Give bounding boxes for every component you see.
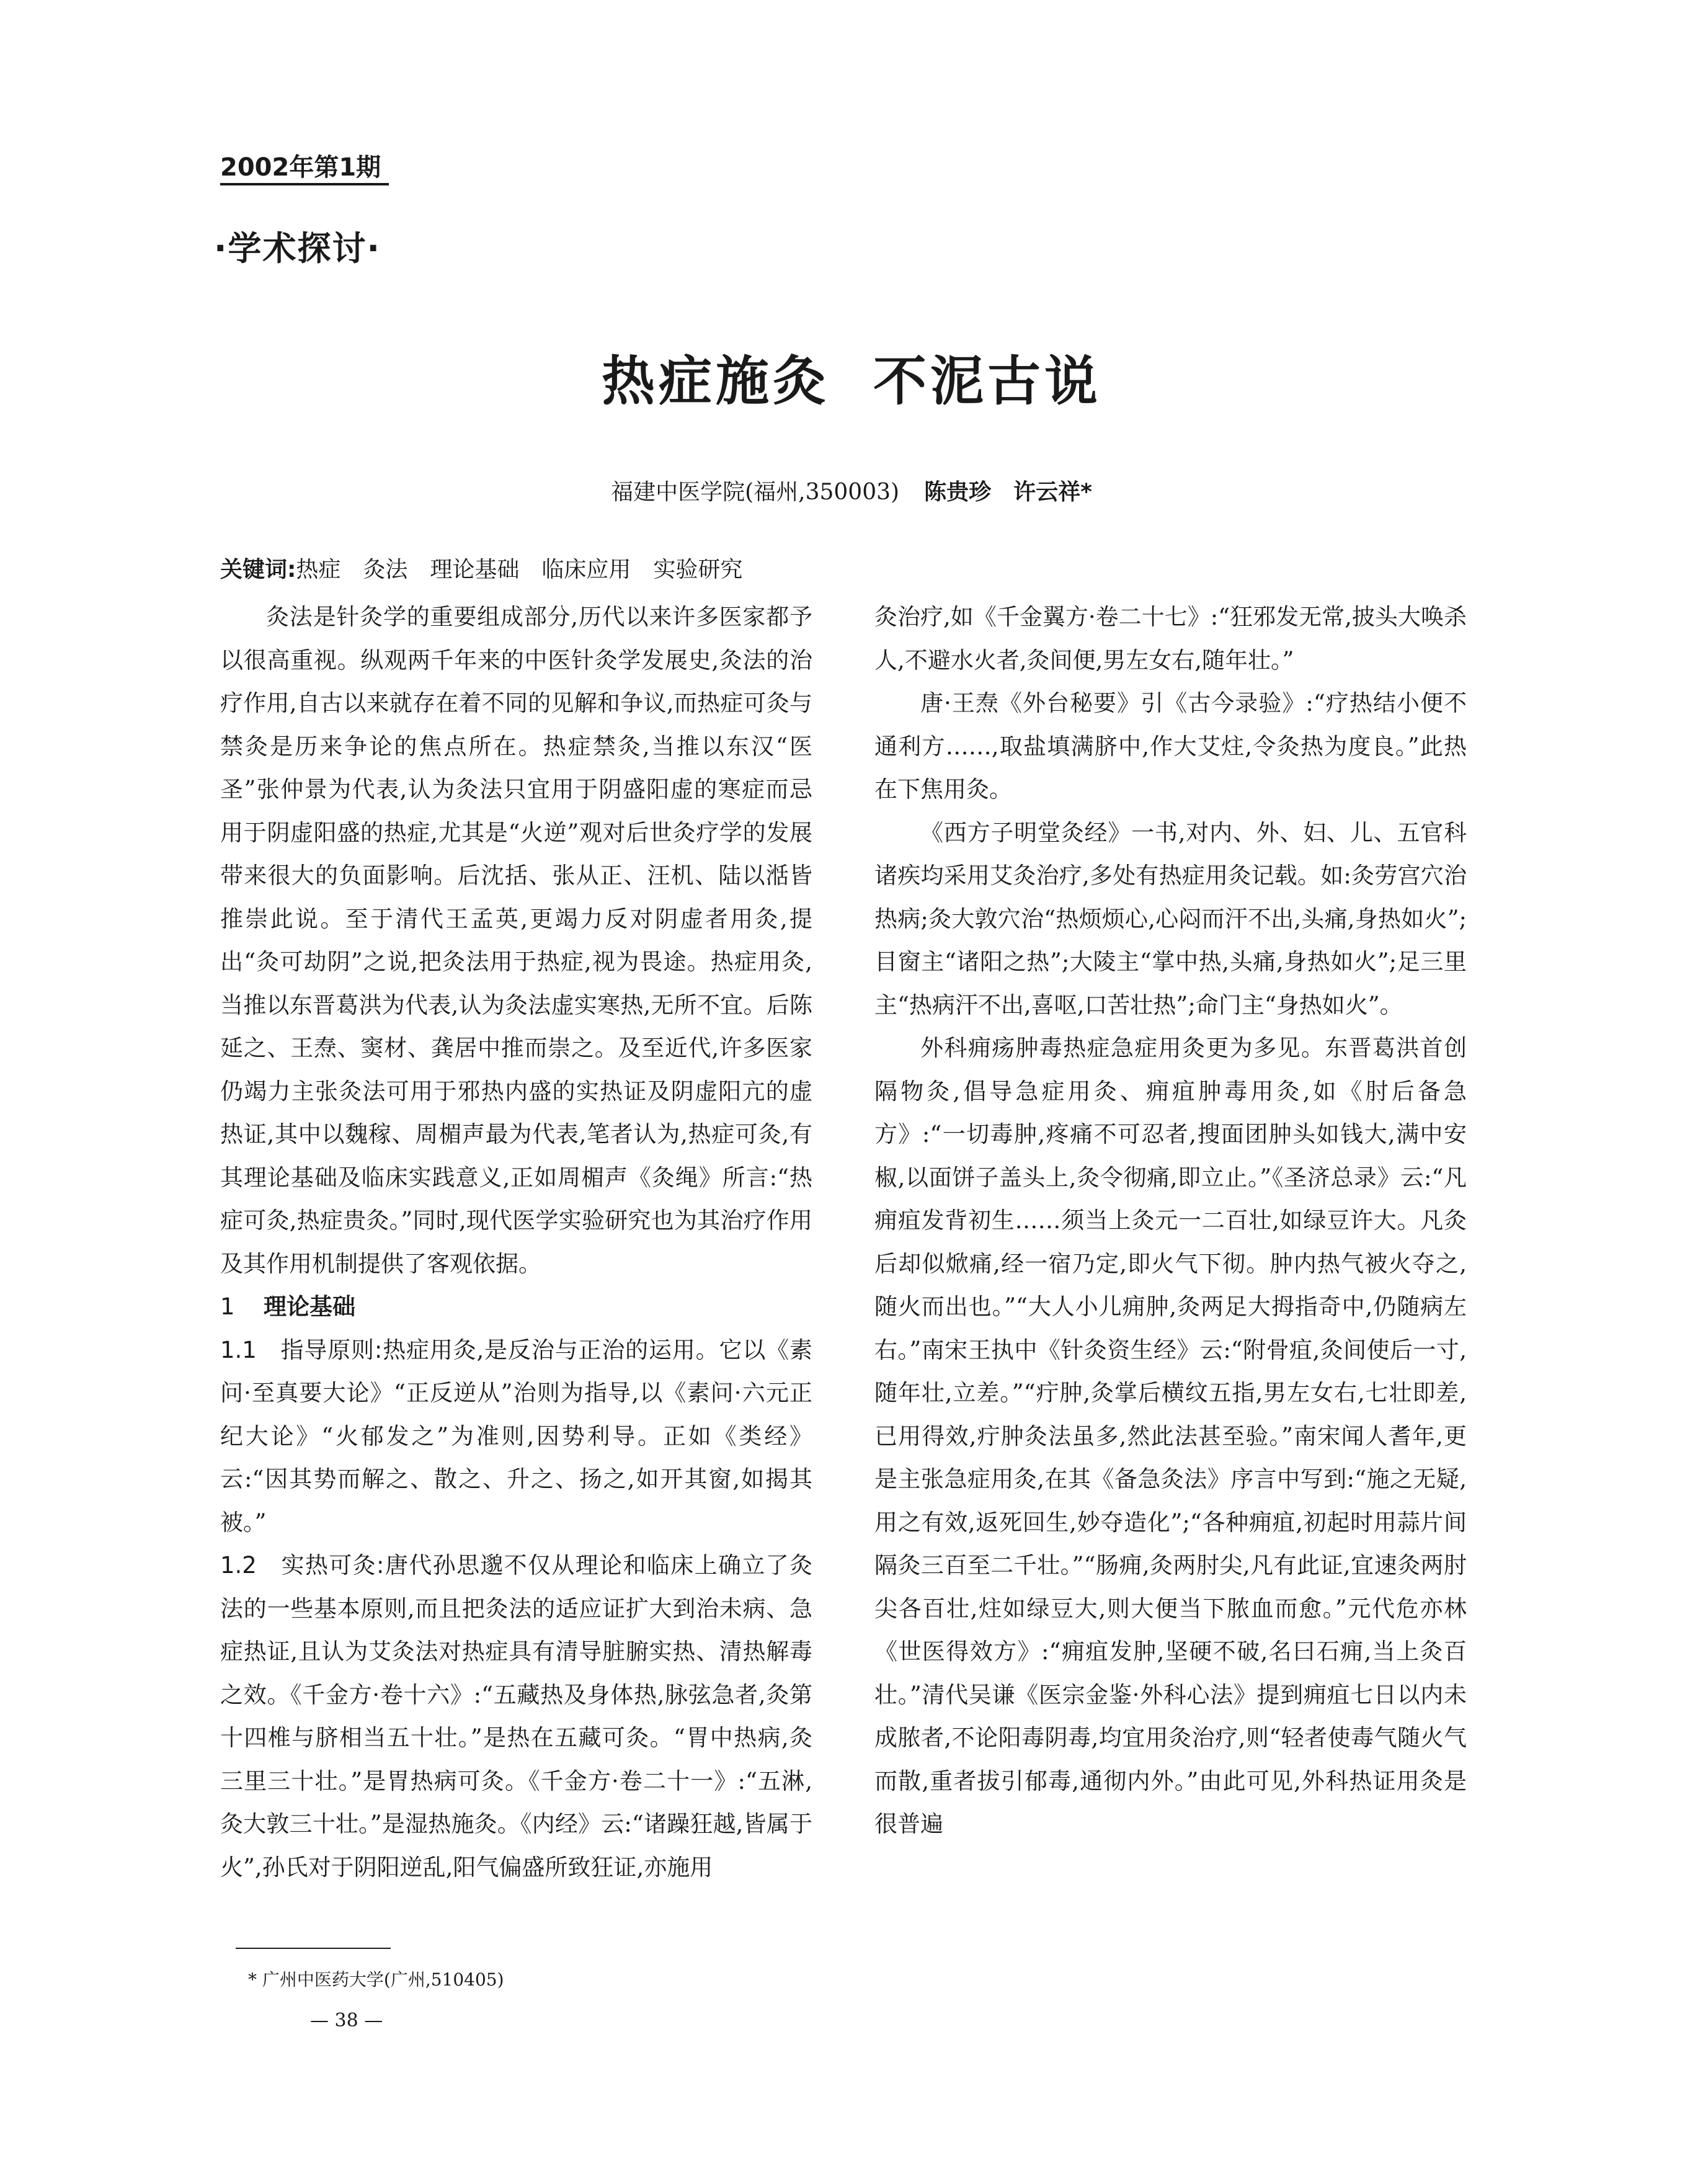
keywords-label: 关键词: [220, 557, 296, 582]
section-heading-1 [220, 1285, 812, 1329]
subsection-1-1 [220, 1329, 812, 1544]
byline [0, 475, 1703, 506]
footnote: * 广州中医药大学(广州,510405) [248, 1969, 504, 1990]
authors: 陈贵珍 许云祥* [924, 479, 1092, 505]
issue-underline [220, 183, 389, 185]
paragraph: 灸法是针灸学的重要组成部分,历代以来许多医家都予以很高重视。纵观两千年来的中医针灸学发展史,灸法的治疗作用,自古以来就存在着不同的见解和争议,而热症可灸与禁灸是历来争论的焦点所在。热症禁灸,当推以东汉“医圣”张仲景为代表,认为灸法只宜用于阴盛阳虚的寒症而忌用于阴虚阳盛的热症,尤其是“火逆”观对后世灸疗学的发展带来很大的负面影响。后沈括、张从正、汪机、陆以湉皆推崇此说。至于清代王孟英,更竭力反对阴虚者用灸,提出“灸可劫阴”之说,把灸法用于热症,视为畏途。热症用灸,当推以东晋葛洪为代表,认为灸法虚实寒热,无所不宜。后陈延之、王焘、窦材、龚居中推而崇之。及至近代,许多医家仍竭力主张灸法可用于邪热内盛的实热证及阴虚阳亢的虚热证,其中以魏稼、周楣声最为代表,笔者认为,热症可灸,有其理论基础及临床实践意义,正如周楣声《灸绳》所言:“热症可灸,热症贵灸。”同时,现代医学实验研究也为其治疗作用及其作用机制提供了客观依据。 [220, 604, 812, 1277]
page-number: — 38 — [310, 2010, 383, 2031]
paragraph: 灸治疗,如《千金翼方·卷二十七》:“狂邪发无常,披头大唤杀人,不避水火者,灸间便,男左女右,随年壮。” [874, 604, 1467, 674]
paragraph: 唐·王焘《外台秘要》引《古今录验》:“疗热结小便不通利方……,取盐填满脐中,作大艾炷,令灸热为度良。”此热在下焦用灸。 [874, 690, 1467, 803]
keywords-list: 热症 灸法 理论基础 临床应用 实验研究 [296, 557, 743, 582]
issue-label: 2002年第1期 [220, 153, 381, 182]
subsection-heading: 指导原则: [280, 1336, 383, 1363]
subsection-number: 1.2 [220, 1552, 257, 1579]
article-title [0, 338, 1703, 415]
subsection-heading: 实热可灸: [281, 1552, 385, 1579]
paragraph: 《西方子明堂灸经》一书,对内、外、妇、儿、五官科诸疾均采用艾灸治疗,多处有热症用灸记载。如:灸劳宫穴治热病;灸大敦穴治“热烦烦心,心闷而汗不出,头痛,身热如火”;目窗主“诸阳之热”;大陵主“掌中热,头痛,身热如火”;足三里主“热病汗不出,喜呕,口苦壮热”;命门主“身热如火”。 [874, 819, 1467, 1018]
section-number: 1 [220, 1293, 235, 1320]
subsection-body: 热症用灸,是反治与正治的运用。它以《素问·至真要大论》“正反逆从”治则为指导,以《素问·六元正纪大论》“火郁发之”为准则,因势利导。正如《类经》云:“因其势而解之、散之、升之、扬之,如开其窗,如揭其被。” [220, 1336, 813, 1536]
footnote-rule [236, 1948, 391, 1949]
paragraph: 外科痈疡肿毒热症急症用灸更为多见。东晋葛洪首创隔物灸,倡导急症用灸、痈疽肿毒用灸,如《肘后备急方》:“一切毒肿,疼痛不可忍者,搜面团肿头如钱大,满中安椒,以面饼子盖头上,灸令彻痛,即立止。”《圣济总录》云:“凡痈疽发背初生……须当上灸元一二百壮,如绿豆许大。凡灸后却似焮痛,经一宿乃定,即火气下彻。肿内热气被火夺之,随火而出也。”“大人小儿痈肿,灸两足大拇指奇中,仍随病左右。”南宋王执中《针灸资生经》云:“附骨疽,灸间使后一寸,随年壮,立差。”“疔肿,灸掌后横纹五指,男左女右,七壮即差,已用得效,疔肿灸法虽多,然此法甚至验。”南宋闻人耆年,更是主张急症用灸,在其《备急灸法》序言中写到:“施之无疑,用之有效,返死回生,妙夺造化”;“各种痈疽,初起时用蒜片间隔灸三百至二千壮。”“肠痈,灸两肘尖,凡有此证,宜速灸两肘尖各百壮,炷如绿豆大,则大便当下脓血而愈。”元代危亦林《世医得效方》:“痈疽发肿,坚硬不破,名曰石痈,当上灸百壮。”清代吴谦《医宗金鉴·外科心法》提到痈疽七日以内未成脓者,不论阳毒阴毒,均宜用灸治疗,则“轻者使毒气随火气而散,重者拔引郁毒,通彻内外。”由此可见,外科热证用灸是很普遍 [874, 1035, 1467, 1837]
section-label: ·学术探讨· [214, 229, 381, 268]
section-title: 理论基础 [264, 1293, 355, 1320]
subsection-number: 1.1 [220, 1336, 257, 1363]
affiliation: 福建中医学院(福州,350003) [611, 479, 900, 505]
right-column [874, 595, 1467, 1846]
left-column [220, 595, 812, 1889]
title-part-2: 不泥古说 [873, 350, 1101, 412]
keywords [220, 552, 742, 584]
subsection-1-2 [220, 1544, 812, 1889]
title-part-1: 热症施灸 [602, 350, 830, 412]
subsection-body: 唐代孙思邈不仅从理论和临床上确立了灸法的一些基本原则,而且把灸法的适应证扩大到治未病、急症热证,且认为艾灸法对热症具有清导脏腑实热、清热解毒之效。《千金方·卷十六》:“五藏热及身体热,脉弦急者,灸第十四椎与脐相当五十壮。”是热在五藏可灸。“胃中热病,灸三里三十壮。”是胃热病可灸。《千金方·卷二十一》:“五淋,灸大敦三十壮。”是湿热施灸。《内经》云:“诸躁狂越,皆属于火”,孙氏对于阴阳逆乱,阳气偏盛所致狂证,亦施用 [220, 1552, 813, 1881]
